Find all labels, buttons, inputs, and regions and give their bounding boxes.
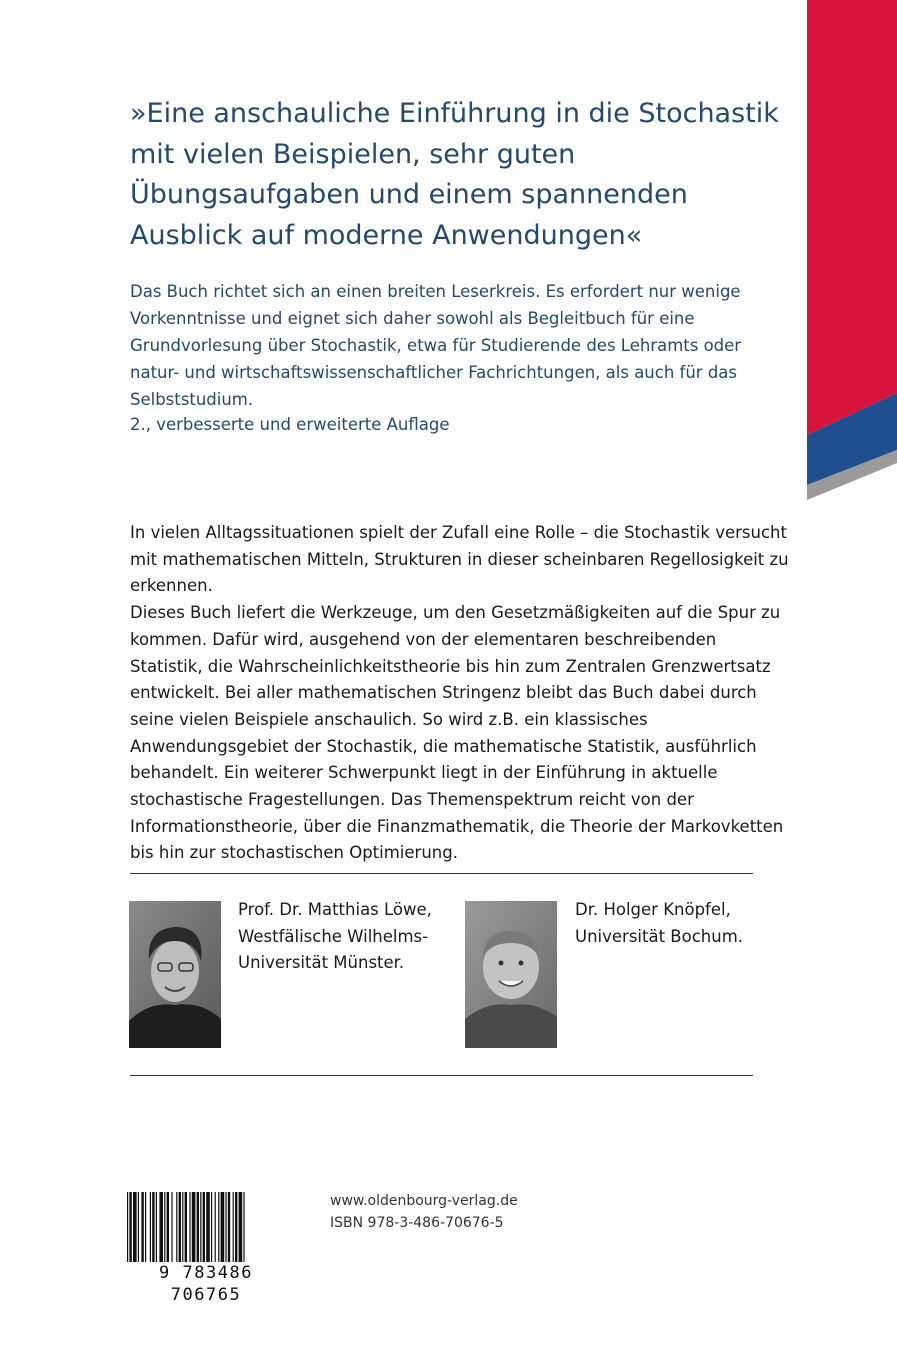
author-photo-loewe (129, 901, 221, 1048)
author-name: Dr. Holger Knöpfel, (575, 900, 731, 919)
author-affiliation: Universität Münster. (238, 953, 405, 972)
cover-quote: »Eine anschauliche Einführung in die Stochastik mit vielen Beispielen, sehr guten Übungsaufgaben und einem spannenden Ausblick auf moderne Anwendungen« (130, 98, 779, 251)
top-divider (130, 873, 753, 874)
author-name: Prof. Dr. Matthias Löwe, (238, 900, 432, 919)
author-info-knoepfel (575, 897, 815, 950)
intro-paragraph: Das Buch richtet sich an einen breiten Leserkreis. Es erfordert nur wenige Vorkenntnisse und eignet sich daher sowohl als Begleitbuch für eine Grundvorlesung über Stochastik, etwa für Studierende des Lehramts oder natur- und wirtschaftswissenschaftlicher Fachrichtungen, als auch für das Selbststudium. (130, 282, 742, 409)
author-photo-knoepfel (465, 901, 557, 1048)
barcode-number: 9 783486 706765 (118, 1262, 294, 1306)
author-info-loewe (238, 897, 478, 977)
publisher-info (330, 1190, 518, 1234)
red-stripe (807, 0, 897, 435)
bottom-divider (130, 1075, 753, 1076)
corner-decoration (807, 0, 897, 520)
description (130, 520, 790, 867)
isbn-text: ISBN 978-3-486-70676-5 (330, 1215, 504, 1231)
edition-note: 2., verbesserte und erweiterte Auflage (130, 415, 450, 434)
description-paragraph-1: In vielen Alltagssituationen spielt der Zufall eine Rolle – die Stochastik versucht mit mathematischen Mitteln, Strukturen in dieser scheinbaren Regellosigkeit zu erkennen. (130, 523, 789, 596)
author-affiliation: Westfälische Wilhelms- (238, 926, 429, 946)
author-affiliation: Universität Bochum. (575, 926, 744, 946)
description-paragraph-2: Dieses Buch liefert die Werkzeuge, um den Gesetzmäßigkeiten auf die Spur zu kommen. Dafür wird, ausgehend von der elementaren beschreibenden Statistik, die Wahrscheinlichkeitstheorie bis hin zum Zentralen Grenzwertsatz entwickelt. Bei aller mathematischen Stringenz bleibt das Buch dabei durch seine vielen Beispiele anschaulich. So wird z.B. ein klassisches Anwendungsgebiet der Stochastik, die mathematische Statistik, ausführlich behandelt. Ein weiterer Schwerpunkt liegt in der Einführung in aktuelle stochastische Fragestellungen. Das Themenspektrum reicht von der Informationstheorie, über die Finanzmathematik, die Theorie der Markovketten bis hin zur stochastischen Optimierung. (130, 603, 784, 863)
publisher-url: www.oldenbourg-verlag.de (330, 1193, 518, 1209)
